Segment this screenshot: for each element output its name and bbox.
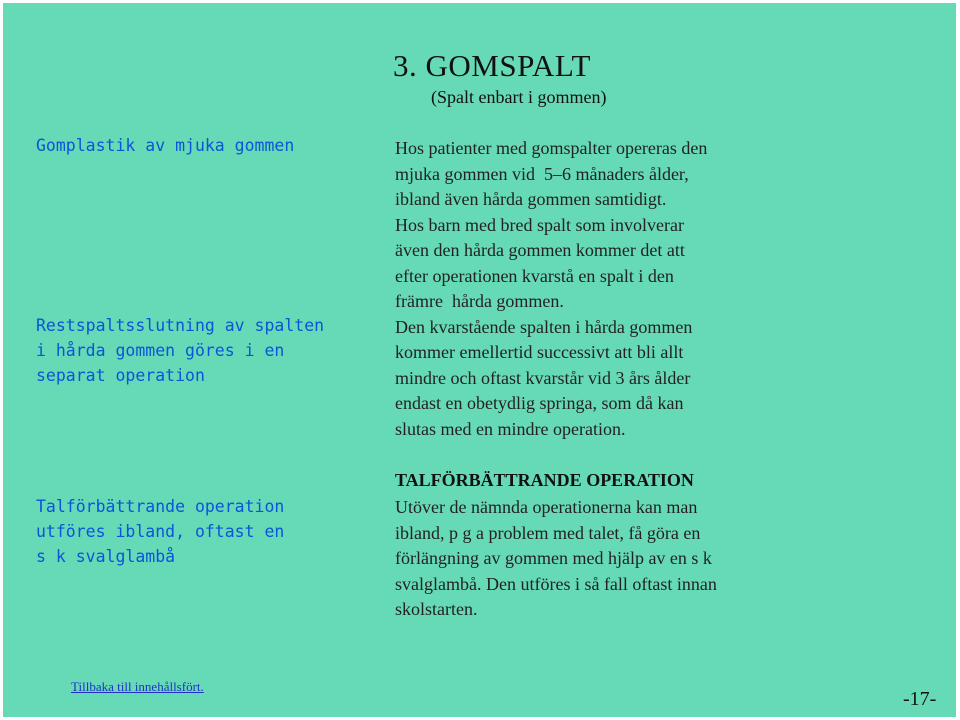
section-title: TALFÖRBÄTTRANDE OPERATION: [395, 470, 694, 490]
back-to-contents-link[interactable]: Tillbaka till innehållsfört.: [71, 679, 204, 694]
page-number: -17-: [903, 688, 937, 710]
side-note-talforbattrande: Talförbättrande operation utföres ibland, oftast en s k svalglambå: [36, 497, 285, 566]
body-paragraph-talforbattrande: Utöver de nämnda operationerna kan man ibland, p g a problem med talet, få göra en förlängning av gommen med hjälp av en s k svalglambå. Den utföres i så fall oftast innan skolstarten.: [395, 497, 717, 619]
page-title: 3. GOMSPALT: [393, 48, 591, 83]
side-note-restspaltsslutning: Restspaltsslutning av spalten i hårda gommen göres i en separat operation: [36, 316, 325, 385]
side-note-gomplastik: Gomplastik av mjuka gommen: [36, 136, 295, 155]
page-subtitle: (Spalt enbart i gommen): [431, 87, 607, 107]
body-paragraph-gomspalt: Hos patienter med gomspalter opereras den mjuka gommen vid 5–6 månaders ålder, ibland även hårda gommen samtidigt. Hos barn med bred spalt som involverar även den hårda gommen kommer det att efter operationen kvarstå en spalt i den främre hårda gommen. Den kvarstående spalten i hårda gommen kommer emellertid successivt att bli allt mindre och oftast kvarstår vid 3 års ålder endast en obetydlig springa, som då kan slutas med en mindre operation.: [395, 138, 708, 439]
slide: [3, 3, 956, 717]
